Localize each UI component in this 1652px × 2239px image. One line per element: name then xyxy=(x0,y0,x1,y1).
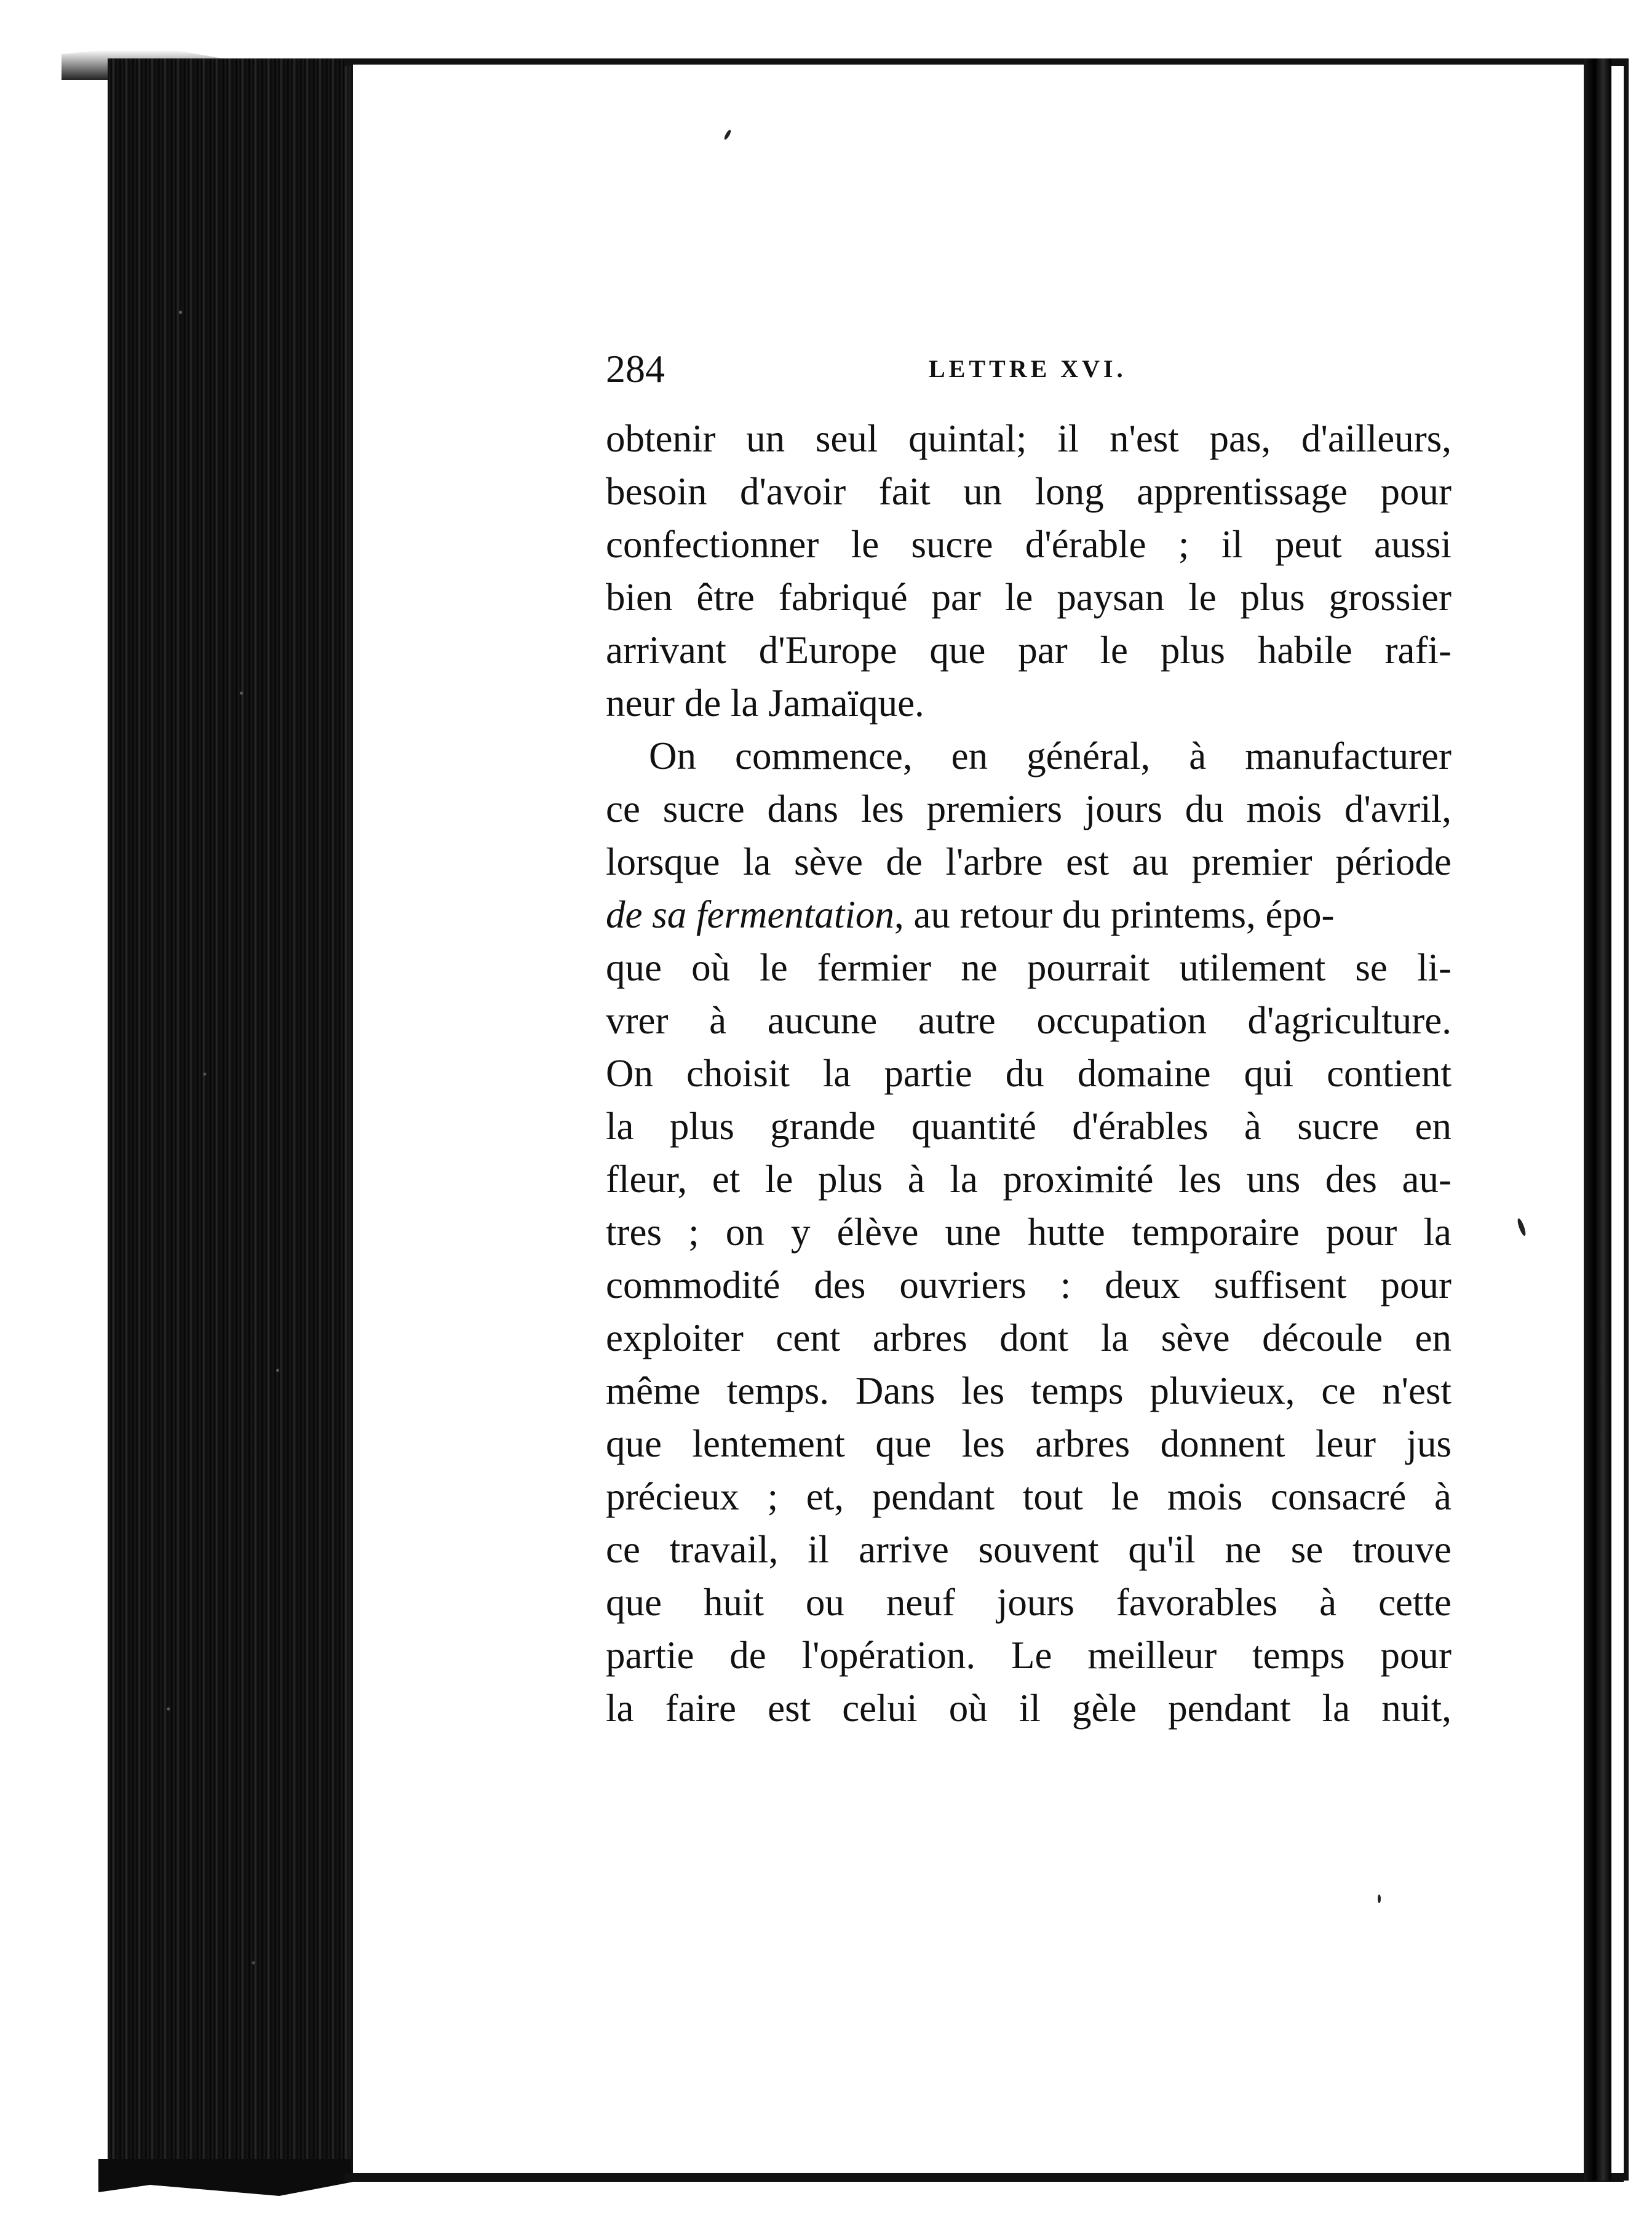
text-line: que où le fermier ne pourrait utilement se li- xyxy=(606,946,1451,989)
scan-border-bottom xyxy=(344,2173,1624,2182)
text-line: partie de l'opération. Le meilleur temps pour xyxy=(606,1634,1451,1677)
page-number: 284 xyxy=(606,347,665,391)
running-head: LETTRE XVI. xyxy=(929,355,1127,383)
text-line: la plus grande quantité d'érables à sucre en xyxy=(606,1105,1451,1148)
text-line: confectionner le sucre d'érable ; il peut aussi xyxy=(606,523,1451,566)
facing-page-edge xyxy=(1584,58,1611,2181)
text-line: arrivant d'Europe que par le plus habile rafi- xyxy=(606,629,1451,672)
text-line: précieux ; et, pendant tout le mois consacré à xyxy=(606,1475,1451,1518)
text-line: besoin d'avoir fait un long apprentissage pour xyxy=(606,470,1451,513)
book-edge-bottom xyxy=(98,2159,357,2196)
text-line: lorsque la sève de l'arbre est au premier période xyxy=(606,840,1451,883)
text-block xyxy=(606,344,1451,1735)
italic-phrase: de sa fermentation xyxy=(606,893,894,936)
text-line: ce sucre dans les premiers jours du mois d'avril, xyxy=(606,787,1451,830)
book-spine xyxy=(108,58,351,2174)
text-line: bien être fabriqué par le paysan le plus grossier xyxy=(606,576,1451,619)
text-line: ce travail, il arrive souvent qu'il ne se trouve xyxy=(606,1528,1451,1571)
text-line: tres ; on y élève une hutte temporaire pour la xyxy=(606,1211,1451,1254)
text-line: exploiter cent arbres dont la sève découle en xyxy=(606,1316,1451,1359)
text-line: que huit ou neuf jours favorables à cette xyxy=(606,1581,1451,1624)
text-line-mixed xyxy=(606,888,1451,941)
text-line: neur de la Jamaïque. xyxy=(606,682,924,725)
text-segment: , au retour du printems, épo- xyxy=(894,893,1335,936)
text-line: la faire est celui où il gèle pendant la nuit, xyxy=(606,1687,1451,1730)
scan-speck xyxy=(1378,1895,1381,1903)
text-line: fleur, et le plus à la proximité les uns des au- xyxy=(606,1158,1451,1201)
text-line: On choisit la partie du domaine qui contient xyxy=(606,1052,1451,1095)
text-line: obtenir un seul quintal; il n'est pas, d'ailleurs, xyxy=(606,417,1451,460)
text-line: même temps. Dans les temps pluvieux, ce n'est xyxy=(606,1369,1451,1412)
text-line: que lentement que les arbres donnent leur jus xyxy=(606,1422,1451,1465)
text-line: vrer à aucune autre occupation d'agriculture. xyxy=(606,999,1451,1042)
scan-border-right xyxy=(1624,58,1629,2181)
text-line: On commence, en général, à manufacturer xyxy=(649,734,1451,777)
page-header xyxy=(606,344,1451,412)
text-line: commodité des ouvriers : deux suffisent pour xyxy=(606,1263,1451,1306)
